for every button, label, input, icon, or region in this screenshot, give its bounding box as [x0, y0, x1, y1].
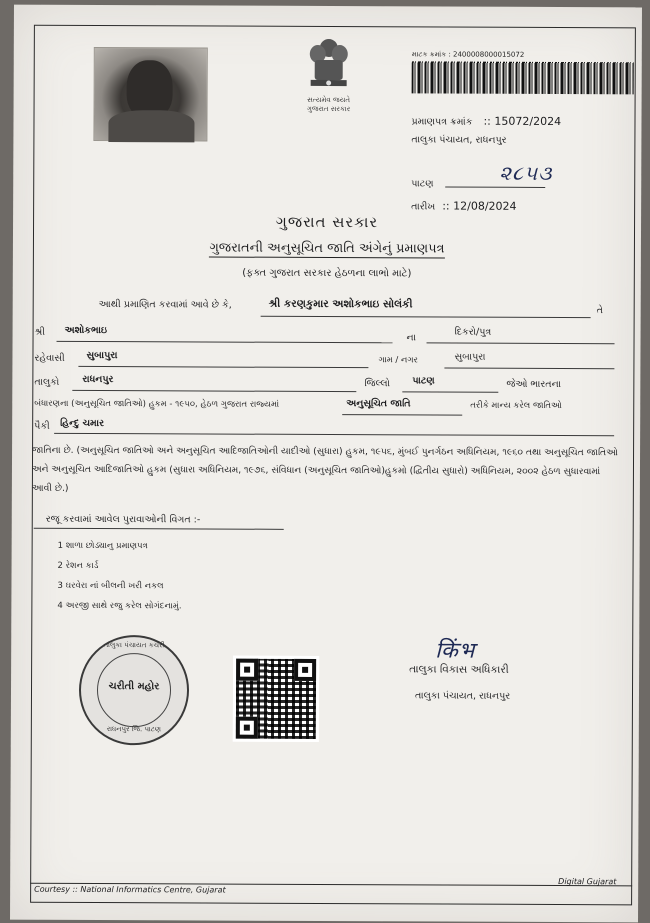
issuing-office: તાલુકા પંચાયત, રાધનપુર — [411, 134, 507, 146]
among-label: પૈકી — [34, 420, 50, 432]
photo-body — [108, 110, 194, 142]
certificate-number: :: 15072/2024 — [483, 114, 562, 129]
legal-paragraph: જાતિના છે. (અનુસૂચિત જાતિઓ અને અનુસૂચિત આદિજાતિઓની યાદીઓ (સુધારા) હુકમ, ૧૯૫૬, મુંબઈ પુનર્ગઠન અધિનિયમ, ૧૯૬૦ તથા અનુસૂચિત જાતિઓ અને અનુસૂચિત આદિજાતિઓ હુકમ (સુધારા અધિનિયમ, ૧૯૭૬, સંવિધાન (અનુસૂચિત જાતિઓ)હુકમો (દ્વિતીય સુધારો) અધિનિયમ, ૨૦૦૨ હેઠળ સુધારવામાં આવી છે.) — [31, 444, 618, 494]
evidence-heading: રજૂ કરવામાં આવેલ પુરાવાઓની વિગત :- — [45, 513, 201, 526]
resident-value: સુબાપુરા — [86, 349, 118, 362]
barcode-number: માટક ક્રમાંક : 2400008000015072 — [411, 50, 525, 59]
certificate-number-label: પ્રમાણપત્ર ક્રમાંક — [411, 116, 473, 128]
emblem-caption: ગુજરાત સરકાર — [306, 104, 351, 114]
qr-finder-pattern — [294, 659, 316, 681]
evidence-item: 1 શાળા છોડ્યાનુ પ્રમાણપત્ર — [57, 540, 148, 552]
seal-top-text: તાલુકા પંચાયત કચેરી — [103, 641, 165, 650]
ashoka-lions-icon — [307, 36, 351, 92]
recognized-text: તરીકે માન્ય કરેલ જાતિઓ — [470, 400, 562, 412]
district-value: પાટણ — [412, 375, 435, 387]
qr-finder-pattern — [236, 717, 258, 739]
shri-label: શ્રી — [34, 326, 46, 338]
holder-name: શ્રી કરણકુમાર અશોકભાઇ સોલંકી — [268, 297, 413, 311]
seal-center-text: ચરીતી મહોર — [108, 681, 160, 693]
te-text: તે — [596, 305, 604, 317]
taluka-value: રાધનપુર — [82, 373, 114, 386]
na-label: ના — [406, 332, 416, 344]
qr-code — [233, 656, 319, 742]
evidence-item: 4 અરજી સાથે રજુ કરેલ સોગંદનામું. — [57, 600, 182, 612]
issue-date: :: 12/08/2024 — [442, 199, 517, 213]
taluka-label: તાલુકો — [34, 376, 60, 388]
evidence-item: 3 ઘરવેરા નાં બીલની ખરી નકલ — [57, 580, 164, 592]
handwritten-number: ૨૮૫૩ — [499, 160, 553, 185]
state-emblem — [294, 36, 364, 114]
date-label: તારીખ — [411, 201, 436, 213]
seal-bottom-text: રાધનપુર જિ. પાટણ — [106, 725, 161, 734]
footer-brand: Digital Gujarat — [558, 877, 617, 887]
constitution-text: બંધારણના (અનુસૂચિત જાતિઓ) હુકમ - ૧૯૫૦, હેઠળ ગુજરાત રાજ્યમાં — [34, 398, 280, 410]
caste-value: હિન્દુ ચમાર — [60, 417, 105, 430]
officer-signature: किंभ — [435, 638, 476, 664]
government-title: ગુજરાત સરકાર — [275, 212, 379, 232]
footer-courtesy: Courtesy :: National Informatics Centre, Gujarat — [34, 884, 226, 895]
office-seal — [79, 635, 189, 745]
applicant-photo — [93, 47, 207, 141]
evidence-item: 2 રેશન કાર્ડ — [57, 560, 99, 572]
date-row — [411, 199, 516, 212]
father-name: અશોકભાઇ — [64, 324, 108, 337]
emblem-motto: સત્યમેવ જયતે — [307, 95, 351, 105]
certificate-title-text: ગુજરાતની અનુસૂચિત જાતિ અંગેનું પ્રમાણપત્ર — [209, 240, 445, 257]
village-value: સુબાપુરા — [454, 351, 486, 363]
certify-text: આથી પ્રમાણિત કરવામાં આવે છે કે, — [98, 299, 232, 311]
village-label: ગામ / નગર — [378, 355, 418, 366]
resident-label: રહેવાસી — [34, 352, 65, 364]
relation: દિકરો/પુત્ર — [454, 326, 492, 338]
certificate-title — [13, 240, 641, 258]
barcode — [412, 61, 634, 94]
certificate-number-row — [411, 114, 561, 128]
officer-designation: તાલુકા વિકાસ અધિકારી — [409, 663, 509, 676]
patan-label: પાટણ — [411, 178, 434, 190]
category-value: અનુસૂચિત જાતિ — [346, 398, 411, 410]
certificate-paper — [10, 5, 642, 923]
officer-office: તાલુકા પંચાયત, રાધનપુર — [414, 690, 511, 702]
district-label: જિલ્લો — [364, 378, 391, 390]
india-text: જેઓ ભારતના — [506, 378, 562, 391]
certificate-note: (ફક્ત ગુજરાત સરકાર હેઠળના લાભો માટે) — [242, 267, 412, 280]
qr-finder-pattern — [236, 659, 258, 681]
